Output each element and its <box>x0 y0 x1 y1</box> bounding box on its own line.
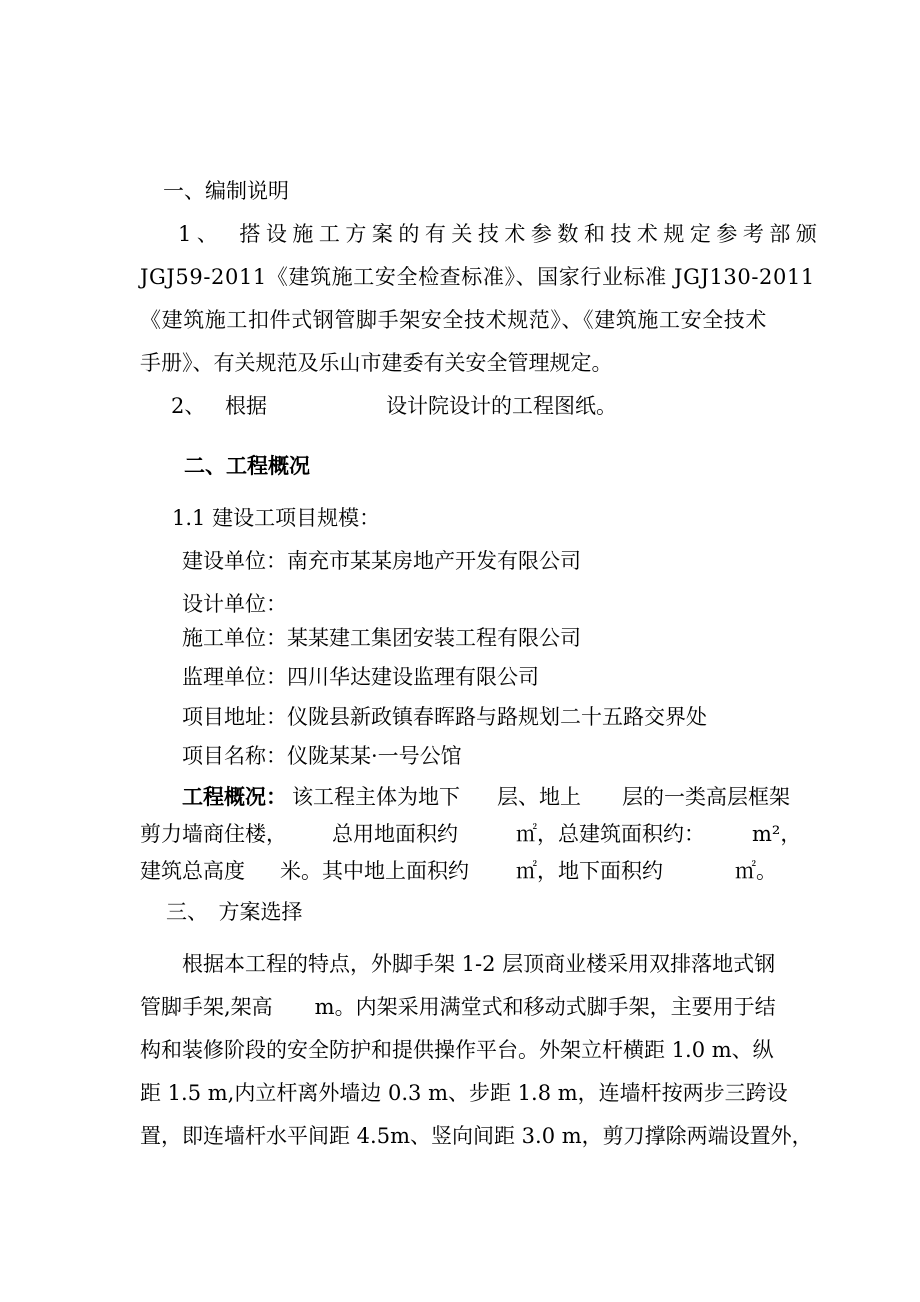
section3-line-2: 构和装修阶段的安全防护和提供操作平台。外架立杆横距 1.0 m、纵 <box>140 1038 774 1062</box>
overview-line2-d: m²， <box>752 822 802 846</box>
overview-line2-c: ㎡，总建筑面积约： <box>516 822 705 846</box>
section1-item1-line2: JGJ59-2011《建筑施工安全检查标准》、国家行业标准 JGJ130-2011 <box>140 265 815 289</box>
overview-line3-d: ㎡。 <box>735 859 777 883</box>
section1-item1-line3: 《建筑施工扣件式钢管脚手架安全技术规范》、《建筑施工安全技术 <box>140 308 767 332</box>
overview-text2: 层、地上 <box>497 785 581 809</box>
overview-line3-b: 米。其中地上面积约 <box>280 859 469 883</box>
section1-item2-prefix: 根据 <box>225 394 267 418</box>
section1-heading: 一、编制说明 <box>163 179 289 203</box>
section1-item1-line4: 手册》、有关规范及乐山市建委有关安全管理规定。 <box>140 351 613 375</box>
overview-label: 工程概况： <box>182 784 287 809</box>
field-designer: 设计单位： <box>182 592 287 616</box>
section3-line-0: 根据本工程的特点，外脚手架 1-2 层顶商业楼采用双排落地式钢 <box>182 952 776 976</box>
overview-text1: 该工程主体为地下 <box>292 785 460 809</box>
field-builder: 建设单位：南充市某某房地产开发有限公司 <box>182 549 581 573</box>
field-supervisor: 监理单位：四川华达建设监理有限公司 <box>182 665 539 689</box>
section3-line-4: 置，即连墙杆水平间距 4.5m、竖向间距 3.0 m，剪刀撑除两端设置外， <box>140 1124 813 1148</box>
field-contractor: 施工单位：某某建工集团安装工程有限公司 <box>182 626 581 650</box>
field-address: 项目地址：仪陇县新政镇春晖路与路规划二十五路交界处 <box>182 705 707 729</box>
section3-line-3: 距 1.5 m,内立杆离外墙边 0.3 m、步距 1.8 m，连墙杆按两步三跨设 <box>140 1081 788 1105</box>
section1-item1-line1 <box>178 220 823 248</box>
overview-line2-b: 总用地面积约 <box>332 822 458 846</box>
section1-item1-line1-text: 1、 搭设施工方案的有关技术参数和技术规定参考部颁 <box>178 222 823 246</box>
overview-line2-a: 剪力墙商住楼， <box>140 822 287 846</box>
section3-line-1: 管脚手架,架高 m。内架采用满堂式和移动式脚手架，主要用于结 <box>140 995 776 1019</box>
section1-item2-suffix: 设计院设计的工程图纸。 <box>386 394 617 418</box>
field-name: 项目名称：仪陇某某·一号公馆 <box>182 744 462 768</box>
overview-line3-a: 建筑总高度 <box>140 859 245 883</box>
section1-item2-number: 2、 <box>171 394 206 418</box>
overview-line3-c: ㎡，地下面积约 <box>516 859 663 883</box>
section3-heading: 三、 方案选择 <box>166 900 303 924</box>
section2-heading: 二、工程概况 <box>184 453 310 478</box>
overview-text3: 层的一类高层框架 <box>622 785 790 809</box>
section2-subheading: 1.1 建设工项目规模： <box>172 506 381 530</box>
